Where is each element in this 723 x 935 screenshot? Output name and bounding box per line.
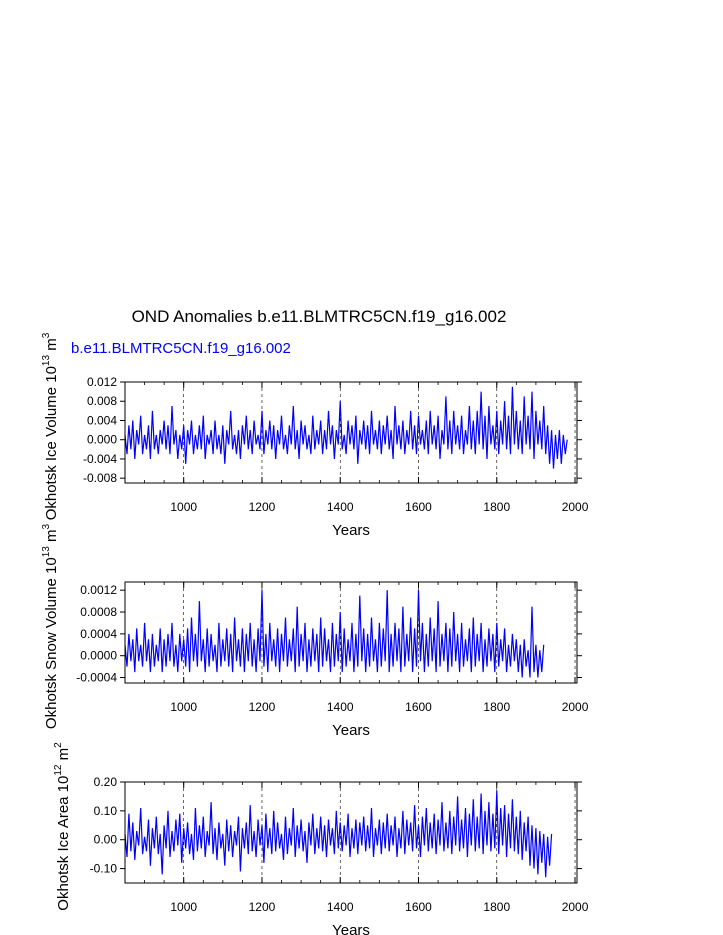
y-tick-label: -0.10 bbox=[89, 861, 117, 876]
y-tick-label: 0.0000 bbox=[80, 648, 117, 663]
y-tick-label: 0.0012 bbox=[80, 583, 117, 598]
x-tick-label: 1800 bbox=[483, 900, 511, 914]
y-tick-label: 0.008 bbox=[86, 394, 117, 409]
y-tick-label: -0.0004 bbox=[76, 670, 117, 685]
y-axis-label: Okhotsk Ice Area $10^{12}$ $m^2$ bbox=[53, 742, 72, 911]
x-tick-label: 1200 bbox=[248, 500, 276, 514]
x-tick-label: 1800 bbox=[483, 700, 511, 714]
y-tick-label: 0.00 bbox=[93, 832, 117, 847]
y-tick-label: 0.000 bbox=[86, 432, 117, 447]
panel-ice-volume bbox=[41, 332, 589, 539]
series-line bbox=[125, 387, 567, 469]
y-axis-label: Okhotsk Ice Volume $10^{13}$ $m^3$ bbox=[41, 332, 60, 521]
figure-subtitle: b.e11.BLMTRC5CN.f19_g16.002 bbox=[71, 340, 291, 357]
x-tick-label: 1000 bbox=[170, 500, 198, 514]
series-line bbox=[125, 791, 552, 878]
x-tick-label: 1400 bbox=[326, 700, 354, 714]
y-tick-label: 0.20 bbox=[93, 775, 117, 789]
series-line bbox=[125, 590, 544, 677]
y-tick-label: 0.004 bbox=[86, 413, 117, 428]
y-tick-label: 0.0004 bbox=[80, 626, 117, 641]
x-tick-label: 1000 bbox=[170, 700, 198, 714]
x-tick-label: 1800 bbox=[483, 500, 511, 514]
y-tick-label: -0.008 bbox=[82, 471, 117, 486]
x-tick-label: 1000 bbox=[170, 900, 198, 914]
figure-title: OND Anomalies b.e11.BLMTRC5CN.f19_g16.002 bbox=[131, 307, 507, 326]
x-tick-label: 1600 bbox=[405, 700, 432, 714]
y-axis-label: Okhotsk Snow Volume $10^{13}$ $m^3$ bbox=[41, 523, 60, 730]
y-tick-label: 0.10 bbox=[93, 803, 117, 818]
x-tick-label: 1200 bbox=[248, 700, 276, 714]
x-tick-label: 2000 bbox=[561, 900, 589, 914]
x-axis-label: Years bbox=[332, 522, 370, 539]
panel-ice-area bbox=[53, 742, 589, 935]
x-tick-label: 1400 bbox=[326, 500, 354, 514]
x-tick-label: 1600 bbox=[405, 900, 432, 914]
x-tick-label: 1200 bbox=[248, 900, 276, 914]
x-axis-label: Years bbox=[332, 922, 370, 935]
y-tick-label: -0.004 bbox=[82, 451, 117, 466]
x-tick-label: 1600 bbox=[405, 500, 432, 514]
panel-snow-volume bbox=[41, 524, 589, 740]
y-tick-label: 0.012 bbox=[86, 375, 117, 389]
x-tick-label: 2000 bbox=[561, 700, 589, 714]
y-tick-label: 0.0008 bbox=[80, 605, 117, 620]
x-tick-label: 2000 bbox=[561, 500, 589, 514]
x-axis-label: Years bbox=[332, 722, 370, 739]
x-tick-label: 1400 bbox=[326, 900, 354, 914]
